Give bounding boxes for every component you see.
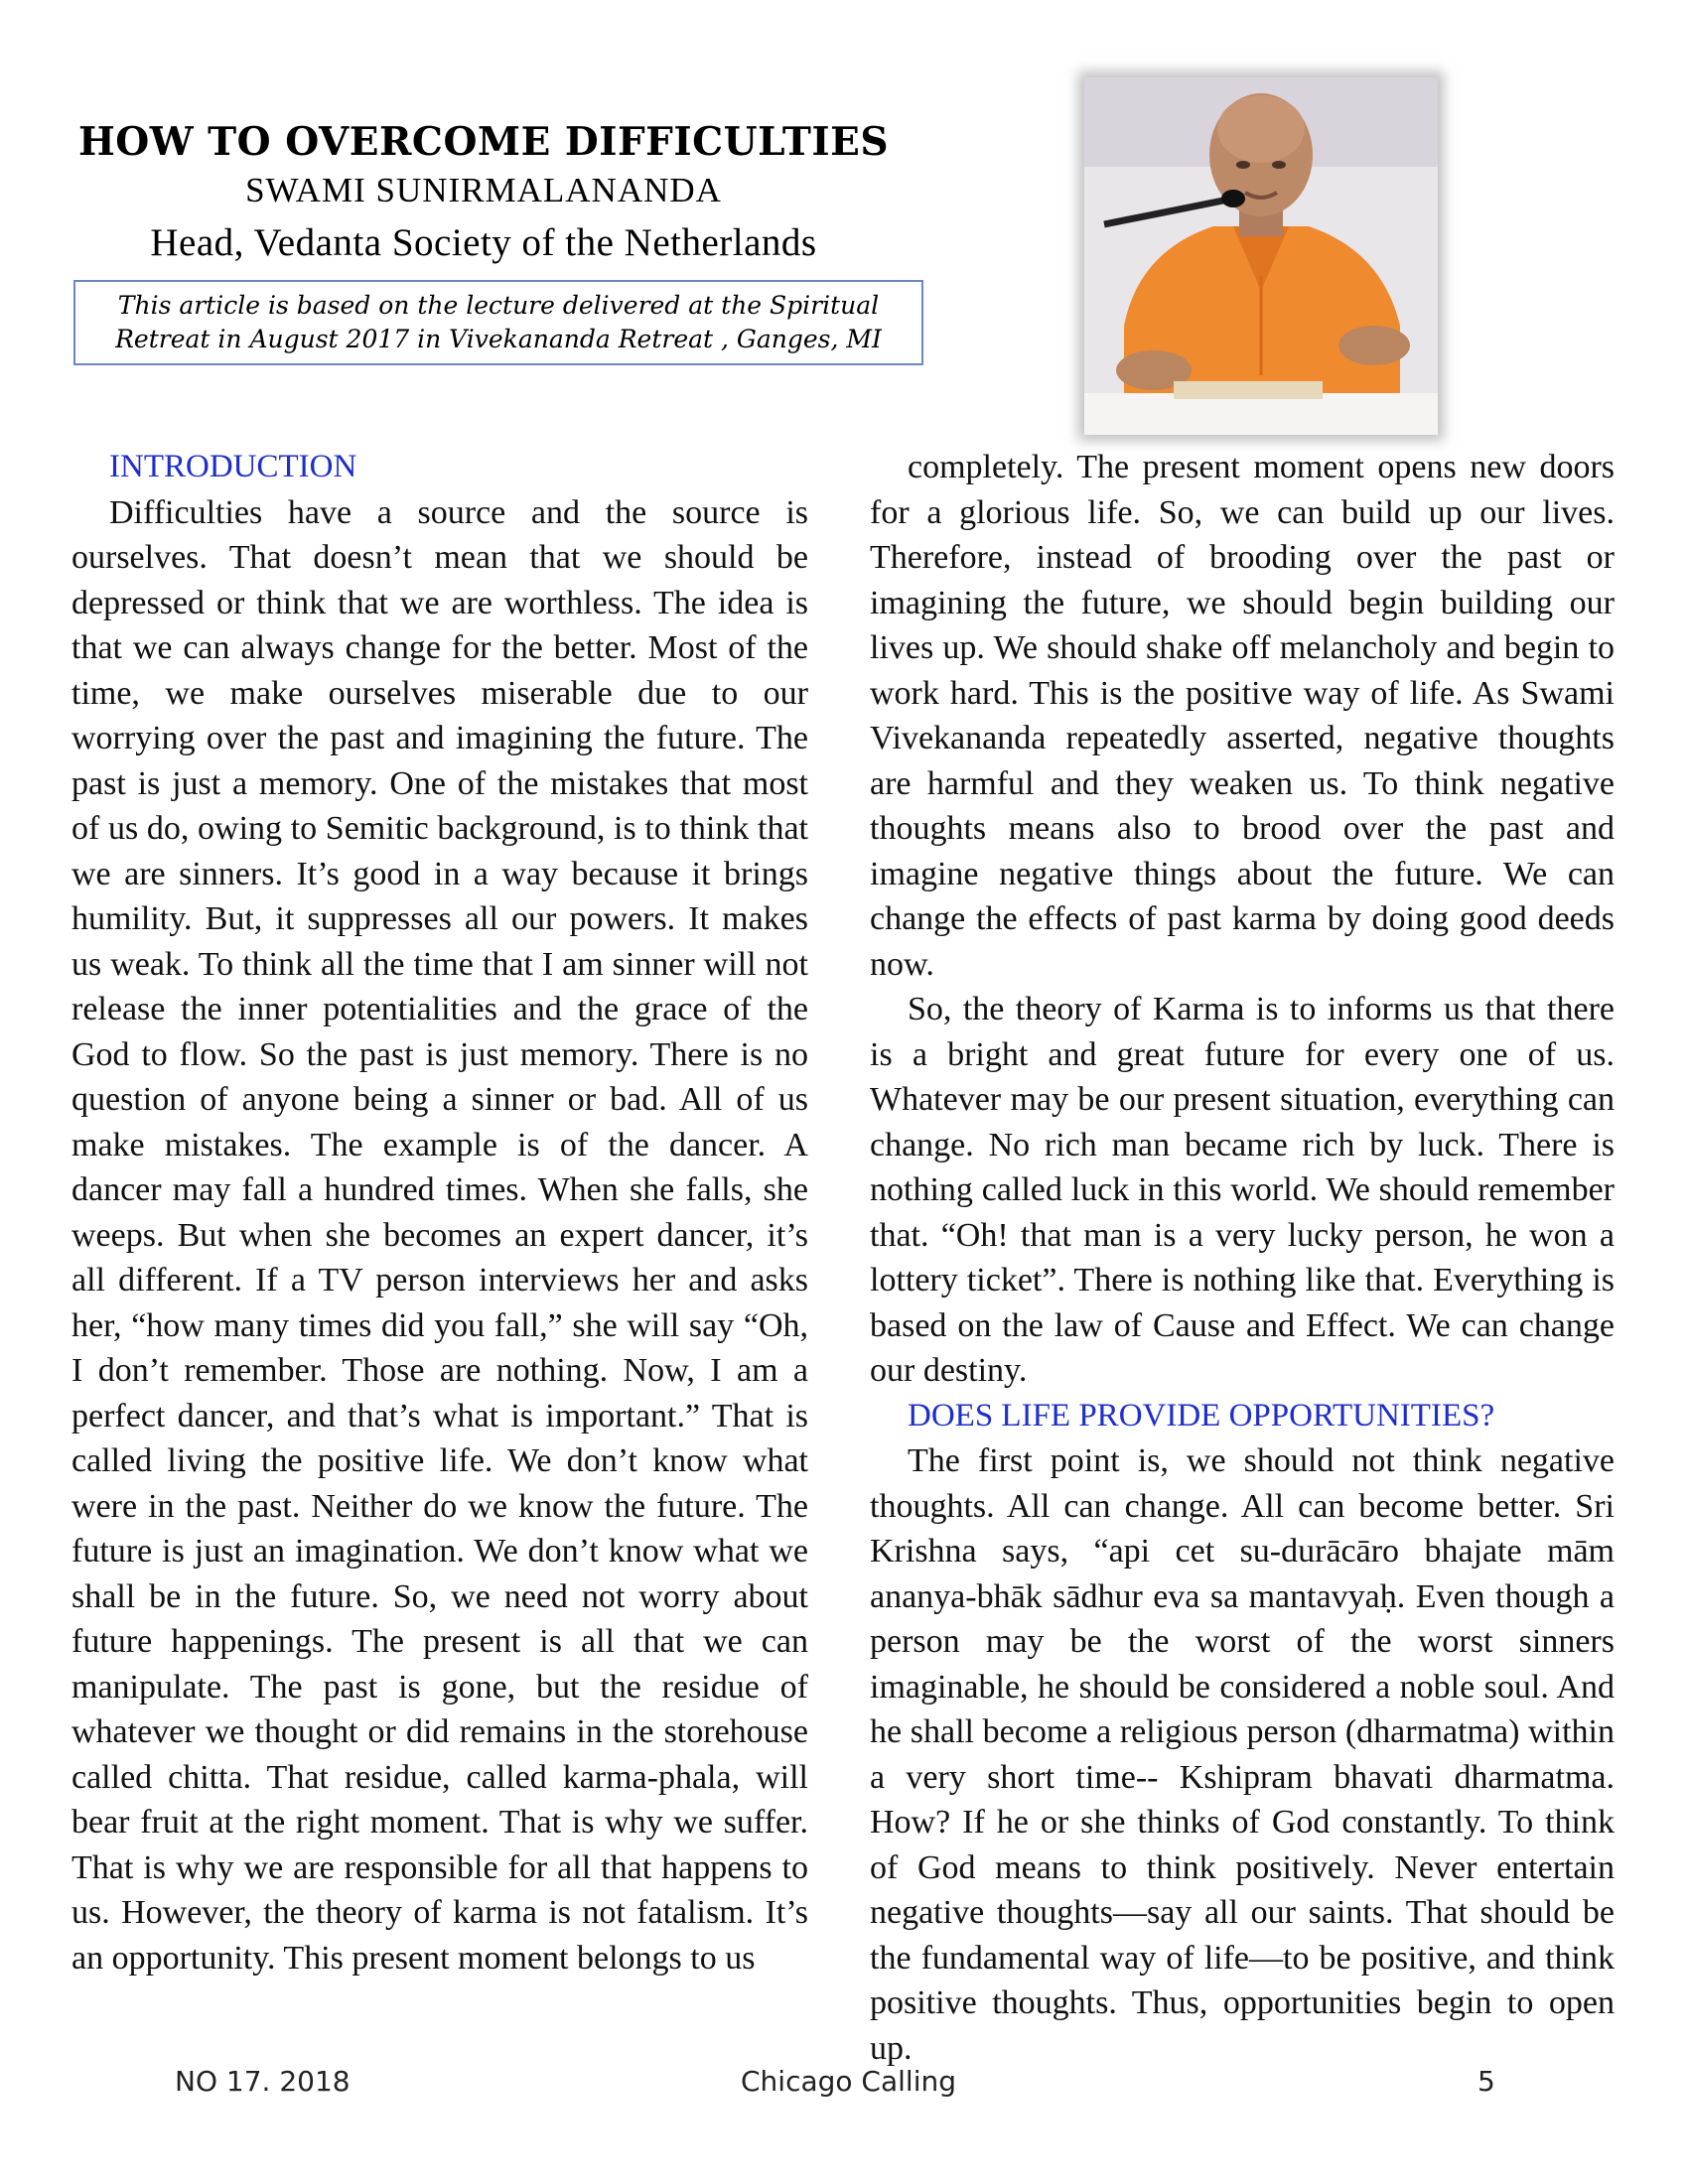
footer-issue: NO 17. 2018 bbox=[175, 2065, 351, 2098]
lecture-note bbox=[101, 289, 896, 356]
author-name: SWAMI SUNIRMALANANDA bbox=[245, 171, 722, 209]
footer-page-number: 5 bbox=[1477, 2065, 1495, 2098]
article-title: HOW TO OVERCOME DIFFICULTIES bbox=[77, 119, 890, 165]
footer-magazine-name: Chicago Calling bbox=[741, 2065, 956, 2098]
lecture-note-line-2: Retreat in August 2017 in Vivekananda Retreat , Ganges, MI bbox=[115, 325, 882, 353]
lecture-note-line-1: This article is based on the lecture delivered at the Spiritual bbox=[117, 291, 880, 320]
introduction-continuation: completely. The present moment opens new doors for a glorious life. So, we can build up our lives. Therefore, instead of brooding over the past or imagining the future, we should begin building our lives up. We should shake off melancholy and begin to work hard. This is the positive way of life. As Swami Vivekananda repeatedly asserted, negative thoughts are harmful and they weaken us. To think negative thoughts means also to brood over the past and imagine negative things about the future. We can change the effects of past karma by doing good deeds now. bbox=[870, 449, 1615, 983]
lecture-note-box bbox=[73, 280, 923, 365]
opportunities-paragraph: The first point is, we should not think negative thoughts. All can change. All can become better. Sri Krishna says, “api cet su-durācāro bhajate mām ananya-bhāk sādhur eva sa mantavyaḥ. Even though a person may be the worst of the worst sinners imaginable, he should be considered a noble soul. And he shall become a religious person (dharmatma) within a very short time-- Kshipram bhavati dharmatma. How? If he or she thinks of God constantly. To think of God means to think positively. Never entertain negative thoughts—say all our saints. That should be the fundamental way of life—to be positive, and think positive thoughts. Thus, opportunities begin to open up. bbox=[870, 1442, 1615, 2067]
speaker-photo-icon bbox=[1084, 77, 1438, 435]
speaker-photo bbox=[1084, 77, 1438, 435]
section-heading-introduction: INTRODUCTION bbox=[109, 449, 357, 484]
section-heading-opportunities: DOES LIFE PROVIDE OPPORTUNITIES? bbox=[908, 1397, 1495, 1433]
left-column bbox=[71, 445, 808, 1980]
karma-paragraph: So, the theory of Karma is to informs us that there is a bright and great future for every one of us. Whatever may be our present situation, everything can change. No rich man became rich by luck. There is nothing called luck in this world. We should remember that. “Oh! that man is a very lucky person, he won a lottery ticket”. There is nothing like that. Everything is based on the law of Cause and Effect. We can change our destiny. bbox=[870, 991, 1615, 1389]
right-column bbox=[870, 445, 1615, 2071]
introduction-paragraph: Difficulties have a source and the source is ourselves. That doesn’t mean that we should be depressed or think that we are worthless. The idea is that we can always change for the better. Most of the time, we make ourselves miserable due to our worrying over the past and imagining the future. The past is just a memory. One of the mistakes that most of us do, owing to Semitic background, is to think that we are sinners. It’s good in a way because it brings humility. But, it suppresses all our powers. It makes us weak. To think all the time that I am sinner will not release the inner potentialities and the grace of the God to flow. So the past is just memory. There is no question of anyone being a sinner or bad. All of us make mistakes. The example is of the dancer. A dancer may fall a hundred times. When she falls, she weeps. But when she becomes an expert dancer, it’s all different. If a TV person interviews her and asks her, “how many times did you fall,” she will say “Oh, I don’t remember. Those are nothing. Now, I am a perfect dancer, and that’s what is important.” That is called living the positive life. We don’t know what were in the past. Neither do we know the future. The future is just an imagination. We don’t know what we shall be in the future. So, we need not worry about future happenings. The present is all that we can manipulate. The past is gone, but the residue of whatever we thought or did remains in the storehouse called chitta. That residue, called karma-phala, will bear fruit at the right moment. That is why we suffer. That is why we are responsible for all that happens to us. However, the theory of karma is not fatalism. It’s an opportunity. This present moment belongs to us bbox=[71, 493, 808, 1977]
author-affiliation: Head, Vedanta Society of the Netherlands bbox=[150, 221, 817, 264]
